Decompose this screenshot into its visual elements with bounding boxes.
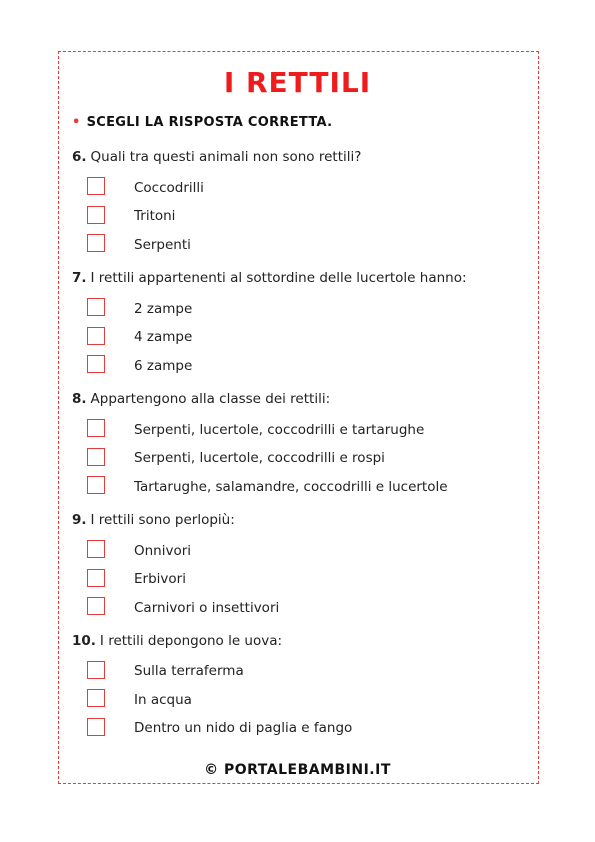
question-6 [72, 149, 361, 165]
option-label: Dentro un nido di paglia e fango [134, 720, 353, 736]
question-9 [72, 512, 235, 528]
option-label: Coccodrilli [134, 180, 204, 196]
question-text: I rettili depongono le uova: [99, 633, 283, 649]
copyright-footer: © PORTALEBAMBINI.IT [204, 762, 391, 778]
question-8 [72, 391, 330, 407]
option-label: Erbivori [134, 571, 186, 587]
option-label: 4 zampe [134, 329, 193, 345]
checkbox-q8-opt2[interactable] [87, 448, 105, 466]
checkbox-q6-opt1[interactable] [87, 177, 105, 195]
option-label: Sulla terraferma [134, 663, 244, 679]
instruction [72, 115, 332, 130]
question-number: 6. [72, 149, 87, 165]
checkbox-q7-opt3[interactable] [87, 355, 105, 373]
option-label: Onnivori [134, 543, 192, 559]
question-10 [72, 633, 282, 649]
checkbox-q8-opt1[interactable] [87, 419, 105, 437]
checkbox-q6-opt2[interactable] [87, 206, 105, 224]
checkbox-q9-opt3[interactable] [87, 597, 105, 615]
question-number: 9. [72, 512, 87, 528]
option-label: Serpenti [134, 237, 191, 253]
option-label: In acqua [134, 692, 192, 708]
option-label: 6 zampe [134, 358, 193, 374]
question-text: Quali tra questi animali non sono rettili? [90, 149, 362, 165]
option-label: Tritoni [134, 208, 176, 224]
page-title: I RETTILI [223, 66, 372, 99]
option-label: Carnivori o insettivori [134, 600, 280, 616]
checkbox-q8-opt3[interactable] [87, 476, 105, 494]
checkbox-q7-opt1[interactable] [87, 298, 105, 316]
checkbox-q6-opt3[interactable] [87, 234, 105, 252]
checkbox-q7-opt2[interactable] [87, 327, 105, 345]
checkbox-q10-opt3[interactable] [87, 718, 105, 736]
question-text: I rettili sono perlopiù: [90, 512, 235, 528]
question-number: 7. [72, 270, 87, 286]
checkbox-q10-opt1[interactable] [87, 661, 105, 679]
option-label: Serpenti, lucertole, coccodrilli e rospi [134, 450, 385, 466]
question-text: I rettili appartenenti al sottordine delle lucertole hanno: [90, 270, 467, 286]
checkbox-q9-opt1[interactable] [87, 540, 105, 558]
option-label: Serpenti, lucertole, coccodrilli e tartarughe [134, 422, 425, 438]
checkbox-q9-opt2[interactable] [87, 569, 105, 587]
bullet-dot: • [72, 115, 81, 130]
question-7 [72, 270, 467, 286]
question-number: 10. [72, 633, 96, 649]
option-label: Tartarughe, salamandre, coccodrilli e lucertole [134, 479, 448, 495]
instruction-text: SCEGLI LA RISPOSTA CORRETTA. [86, 115, 333, 130]
checkbox-q10-opt2[interactable] [87, 689, 105, 707]
question-number: 8. [72, 391, 87, 407]
question-text: Appartengono alla classe dei rettili: [90, 391, 331, 407]
option-label: 2 zampe [134, 301, 193, 317]
